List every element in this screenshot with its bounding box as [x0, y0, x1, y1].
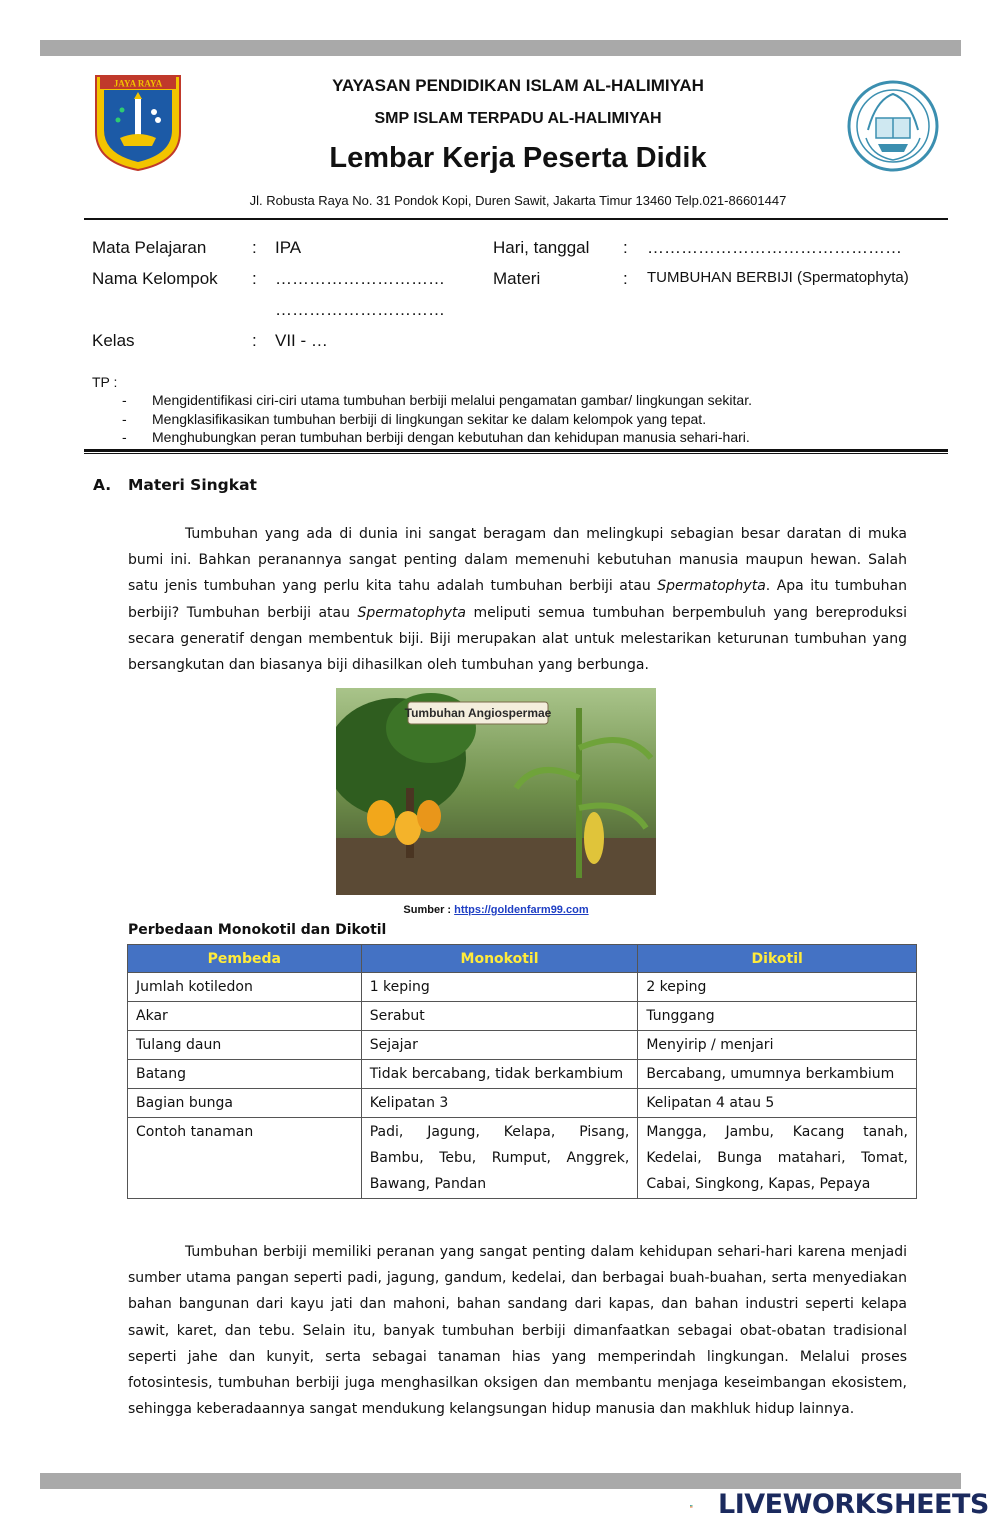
- caption-prefix: Sumber :: [403, 904, 452, 916]
- crest-text: JAYA RAYA: [113, 78, 163, 89]
- day-colon: :: [623, 238, 628, 257]
- table-row: [128, 973, 917, 1002]
- liveworksheets-brand[interactable]: LIVEWORKSHEETS: [718, 1489, 989, 1520]
- tp-dash: -: [122, 429, 127, 445]
- table-cell: Tunggang: [638, 1002, 917, 1031]
- school-emblem-logo: [846, 78, 940, 174]
- group-field-2[interactable]: …………………………: [275, 300, 445, 319]
- angiosperm-illustration: [336, 688, 656, 895]
- tp-item: [122, 392, 752, 408]
- subject-label: Mata Pelajaran: [92, 238, 207, 257]
- table-cell: 1 keping: [361, 973, 638, 1002]
- info-divider: [84, 449, 948, 452]
- table-cell: Menyirip / menjari: [638, 1031, 917, 1060]
- table-cell: Mangga, Jambu, Kacang tanah, Kedelai, Bunga matahari, Tomat, Cabai, Singkong, Kapas, Pepaya: [638, 1118, 917, 1199]
- table-header-cell: Monokotil: [361, 945, 638, 973]
- closing-paragraph: [128, 1239, 907, 1422]
- table-cell: 2 keping: [638, 973, 917, 1002]
- school-name: SMP ISLAM TERPADU AL-HALIMIYAH: [374, 110, 662, 127]
- para-text: Tumbuhan yang ada di dunia ini sangat beragam dan melingkupi sebagian besar daratan di muka bumi ini. Bahkan peranannya sangat penting dalam memenuhi kebutuhan manusia maupun hewan. Salah satu jenis tumbuhan yang perlu kita tahu adalah tumbuhan berbiji atau: [128, 526, 907, 595]
- table-header-cell: Pembeda: [128, 945, 362, 973]
- tp-item: [122, 429, 750, 445]
- day-field[interactable]: ………………………………………: [647, 238, 902, 257]
- tp-item: [122, 411, 706, 427]
- source-link[interactable]: https://goldenfarm99.com: [454, 904, 589, 916]
- table-cell: Serabut: [361, 1002, 638, 1031]
- class-label: Kelas: [92, 331, 135, 350]
- foundation-name: YAYASAN PENDIDIKAN ISLAM AL-HALIMIYAH: [332, 76, 704, 95]
- table-cell: Jumlah kotiledon: [128, 973, 362, 1002]
- image-label: Tumbuhan Angiospermae: [404, 706, 552, 720]
- bottom-decorative-band: [40, 1473, 961, 1489]
- table-row: [128, 1089, 917, 1118]
- tp-item-text: Mengidentifikasi ciri-ciri utama tumbuhan berbiji melalui pengamatan gambar/ lingkungan sekitar.: [152, 392, 752, 408]
- class-field[interactable]: VII - …: [275, 331, 328, 350]
- table-cell: Bagian bunga: [128, 1089, 362, 1118]
- section-title: Materi Singkat: [128, 476, 257, 494]
- table-row: [128, 1060, 917, 1089]
- tp-item-text: Mengklasifikasikan tumbuhan berbiji di lingkungan sekitar ke dalam kelompok yang tepat.: [152, 411, 707, 427]
- day-label: Hari, tanggal: [493, 238, 590, 257]
- tp-dash: -: [122, 392, 127, 408]
- subject-value: IPA: [275, 238, 302, 257]
- tp-dash: -: [122, 411, 127, 427]
- para-text: meliputi semua tumbuhan berpembuluh yang bereproduksi secara generatif dengan membentuk biji. Biji merupakan alat untuk melestarikan keturunan tumbuhan yang bersangkutan dan biasanya biji dihasilkan oleh tumbuhan yang berbunga.: [128, 604, 907, 674]
- comparison-table: [127, 944, 917, 1199]
- table-cell: Padi, Jagung, Kelapa, Pisang, Bambu, Tebu, Rumput, Anggrek, Bawang, Pandan: [361, 1118, 638, 1199]
- tp-label: TP :: [92, 374, 118, 390]
- jakarta-crest-logo: [92, 72, 184, 172]
- para-italic-term: Spermatophyta: [657, 578, 766, 595]
- info-divider-thin: [84, 453, 948, 454]
- para-italic-term: Spermatophyta: [357, 604, 466, 621]
- table-cell: Bercabang, umumnya berkambium: [638, 1060, 917, 1089]
- table-row: [128, 1118, 917, 1199]
- table-cell: Tidak bercabang, tidak berkambium: [361, 1060, 638, 1089]
- header-divider: [84, 218, 948, 220]
- intro-paragraph: [128, 521, 907, 678]
- table-cell: Kelipatan 4 atau 5: [638, 1089, 917, 1118]
- para-text: . Apa itu tumbuhan berbiji? Tumbuhan berbiji atau: [128, 578, 907, 621]
- image-caption: [336, 904, 656, 916]
- group-colon: :: [252, 269, 257, 288]
- table-title: Perbedaan Monokotil dan Dikotil: [128, 922, 387, 938]
- class-colon: :: [252, 331, 257, 350]
- group-field-1[interactable]: …………………………: [275, 269, 445, 288]
- para-text: Tumbuhan berbiji memiliki peranan yang sangat penting dalam kehidupan sehari-hari karena menjadi sumber utama pangan seperti padi, jagung, gandum, kedelai, dan berbagai buah-buahan, serta menyediakan bahan bangunan dari kayu jati dan mahoni, bahan sandang dari kapas, dan bahan industri seperti kelapa sawit, karet, dan tebu. Selain itu, banyak tumbuhan berbiji dimanfaatkan sebagai obat-obatan tradisional seperti jahe dan kunyit, serta sebagai tanaman hias yang memperindah lingkungan. Melalui proses fotosintesis, tumbuhan berbiji juga menghasilkan oksigen dan membantu menjaga keseimbangan ekosistem, sehingga keberadaannya sangat mendukung kelangsungan hidup manusia dan makhluk hidup lainnya.: [128, 1244, 907, 1418]
- page-title: Lembar Kerja Peserta Didik: [329, 142, 707, 174]
- table-cell: Batang: [128, 1060, 362, 1089]
- table-cell: Kelipatan 3: [361, 1089, 638, 1118]
- liveworksheets-logo: [690, 1493, 718, 1521]
- topic-label: Materi: [493, 269, 541, 288]
- table-cell: Contoh tanaman: [128, 1118, 362, 1199]
- table-cell: Tulang daun: [128, 1031, 362, 1060]
- top-decorative-band: [40, 40, 961, 56]
- table-row: [128, 1002, 917, 1031]
- tp-item-text: Menghubungkan peran tumbuhan berbiji dengan kebutuhan dan kehidupan manusia sehari-hari.: [152, 429, 750, 445]
- group-label: Nama Kelompok: [92, 269, 218, 288]
- table-cell: Akar: [128, 1002, 362, 1031]
- topic-colon: :: [623, 269, 628, 288]
- table-cell: Sejajar: [361, 1031, 638, 1060]
- table-row: [128, 1031, 917, 1060]
- table-header-row: [128, 945, 917, 973]
- topic-value: TUMBUHAN BERBIJI (Spermatophyta): [647, 269, 909, 286]
- table-header-cell: Dikotil: [638, 945, 917, 973]
- school-address: Jl. Robusta Raya No. 31 Pondok Kopi, Duren Sawit, Jakarta Timur 13460 Telp.021-86601447: [249, 193, 787, 208]
- section-heading: [93, 476, 257, 494]
- section-number: A.: [93, 476, 112, 494]
- subject-colon: :: [252, 238, 257, 257]
